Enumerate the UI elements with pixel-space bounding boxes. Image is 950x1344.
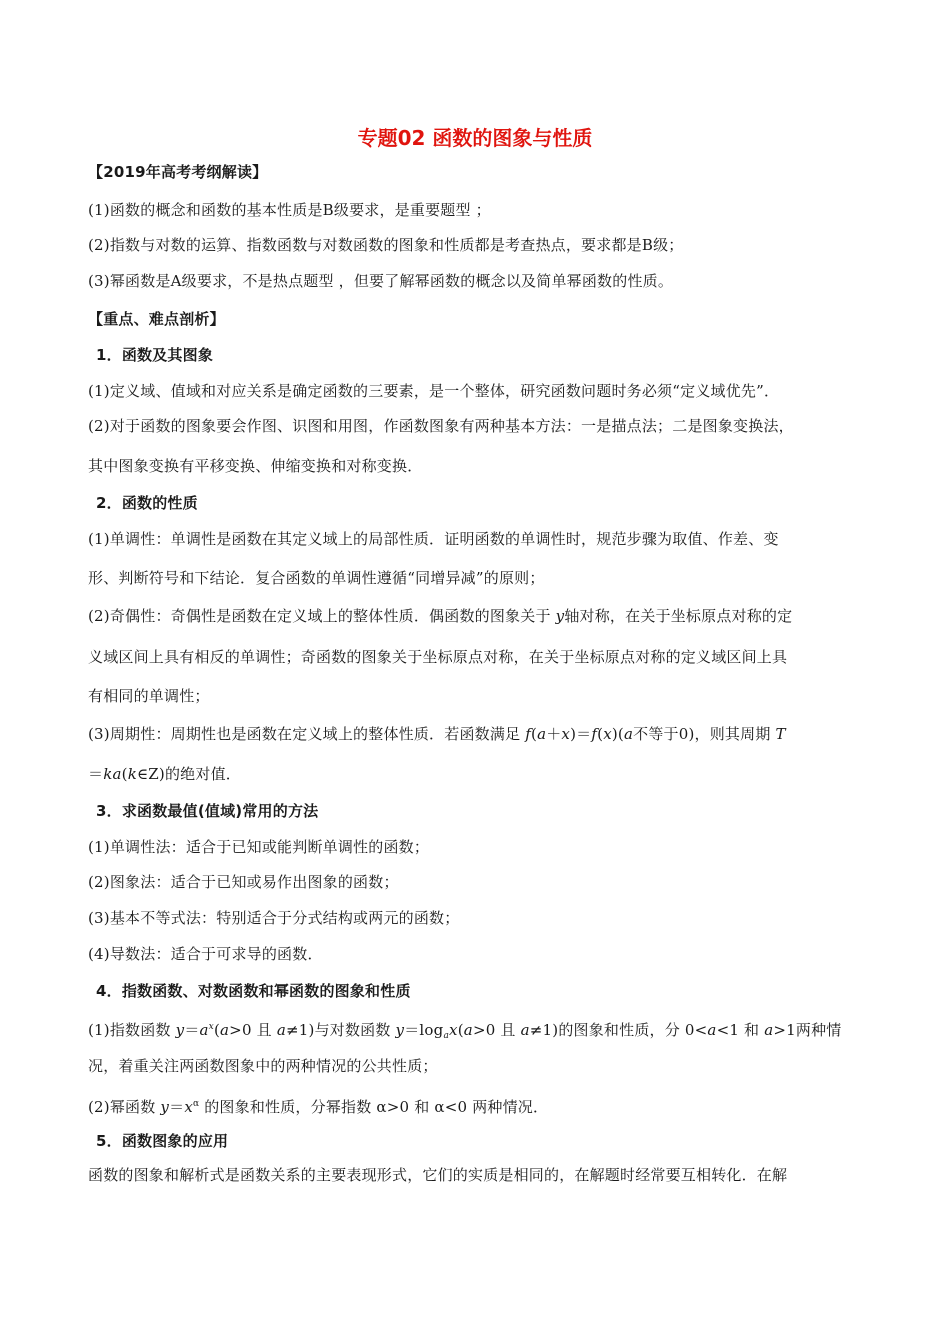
section-1-heading: 1．函数及其图象: [96, 346, 214, 364]
section-2-text-4: 义域区间上具有相反的单调性；奇函数的图象关于坐标原点对称，在关于坐标原点对称的定义域区间上具: [88, 648, 788, 666]
section-2-heading: 2．函数的性质: [96, 494, 198, 512]
section-2-text-3: (2)奇偶性：奇偶性是函数在定义域上的整体性质．偶函数的图象关于 y轴对称，在关于坐标原点对称的定: [88, 607, 793, 625]
section-3-text-3: (3)基本不等式法：特别适合于分式结构或两元的函数；: [88, 909, 460, 927]
section-5-heading: 5．函数图象的应用: [96, 1132, 229, 1150]
outline-heading: 【2019年高考考纲解读】: [88, 163, 268, 181]
section-1-text-2: (2)对于函数的图象要会作图、识图和用图，作函数图象有两种基本方法：一是描点法；二是图象变换法，: [88, 417, 794, 435]
section-3-heading: 3．求函数最值(值域)常用的方法: [96, 802, 319, 820]
section-2-text-7: ＝ka(k∈Z)的绝对值．: [88, 765, 241, 783]
section-1-text-1: (1)定义域、值域和对应关系是确定函数的三要素，是一个整体，研究函数问题时务必须“定义域优先”．: [88, 382, 780, 400]
outline-item-3: (3)幂函数是A级要求，不是热点题型 ，但要了解幂函数的概念以及简单幂函数的性质。: [88, 272, 674, 290]
section-1-text-3: 其中图象变换有平移变换、伸缩变换和对称变换．: [88, 457, 423, 475]
outline-item-1: (1)函数的概念和函数的基本性质是B级要求，是重要题型 ；: [88, 201, 491, 219]
outline-item-2: (2)指数与对数的运算、指数函数与对数函数的图象和性质都是考查热点，要求都是B级；: [88, 236, 684, 254]
section-3-text-1: (1)单调性法：适合于已知或能判断单调性的函数；: [88, 838, 430, 856]
section-4-text-3: (2)幂函数 $y=x^\alpha$ 的图象和性质，分幂指数 α>0 和 α<0 两种情况．: [88, 1098, 549, 1116]
section-4-text-1: (1)指数函数 $y=a^x(a>0$ 且 a≠1)与对数函数 $y=\log_ax(a>0$ 且 a≠1)的图象和性质，分 0<a<1 和 a>1两种情: [88, 1021, 842, 1041]
section-2-text-1: (1)单调性：单调性是函数在其定义域上的局部性质．证明函数的单调性时，规范步骤为取值、作差、变: [88, 530, 779, 548]
section-2-text-5: 有相同的单调性；: [88, 687, 210, 705]
section-2-text-6: (3)周期性：周期性也是函数在定义域上的整体性质．若函数满足 f(a＋x)＝f(x)(a不等于0)，则其周期 T: [88, 725, 786, 743]
section-2-text-2: 形、判断符号和下结论．复合函数的单调性遵循“同增异减”的原则；: [88, 569, 545, 587]
page-title: 专题02 函数的图象与性质: [357, 126, 593, 150]
section-3-text-4: (4)导数法：适合于可求导的函数．: [88, 945, 323, 963]
section-3-text-2: (2)图象法：适合于已知或易作出图象的函数；: [88, 873, 399, 891]
section-4-heading: 4．指数函数、对数函数和幂函数的图象和性质: [96, 982, 411, 1000]
section-4-text-2: 况，着重关注两函数图象中的两种情况的公共性质；: [88, 1057, 438, 1075]
analysis-heading: 【重点、难点剖析】: [88, 310, 225, 328]
section-5-text-1: 函数的图象和解析式是函数关系的主要表现形式，它们的实质是相同的，在解题时经常要互相转化．在解: [88, 1166, 788, 1184]
